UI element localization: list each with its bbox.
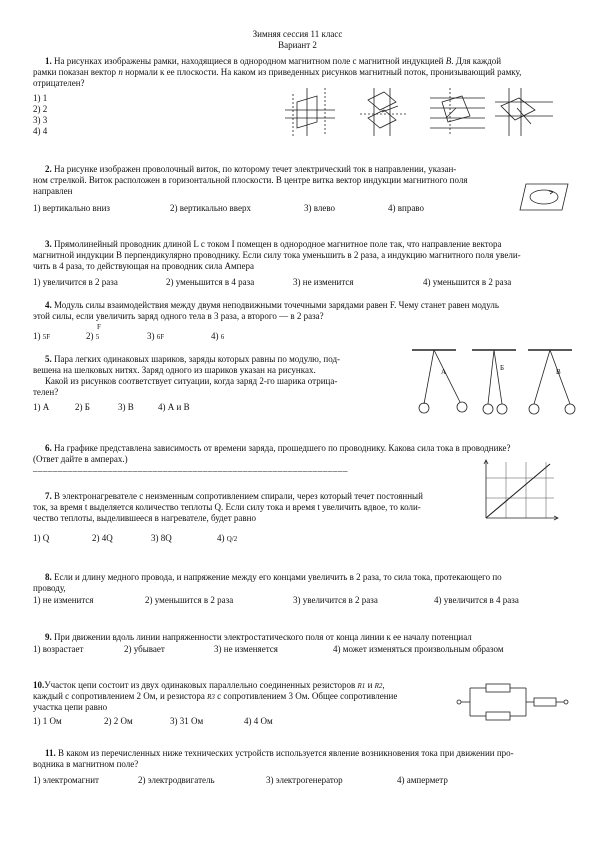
- answer-option[interactable]: 1) А: [33, 402, 50, 412]
- question-3-line-2: магнитной индукции B перпендикулярно проводнику. Если силу тока уменьшить в 2 раза, а индукцию магнитного поля увели-: [33, 250, 521, 260]
- answer-option[interactable]: 3) 3: [33, 115, 48, 125]
- answer-option[interactable]: 1) увеличится в 2 раза: [33, 277, 118, 287]
- question-number: 2.: [45, 164, 52, 174]
- question-7-line-2: ток, за время t выделяется количество теплоты Q. Если силу тока и время t увеличить вдвое, то коли-: [33, 502, 421, 512]
- answer-option[interactable]: 2) 2: [33, 104, 48, 114]
- answer-option[interactable]: 1) 1 Ом: [33, 716, 62, 726]
- question-number: 9.: [45, 632, 52, 642]
- question-text: Модуль силы взаимодействия между двумя неподвижными точечными зарядами равен F. Чему станет равен модуль: [54, 300, 499, 310]
- question-text: Пара легких одинаковых шариков, заряды которых равны по модулю, под-: [54, 354, 341, 364]
- option-label: 3): [147, 331, 155, 341]
- question-11-line-1: [45, 748, 514, 759]
- question-text: При движении вдоль линии напряженности электростатического поля от конца линии к ее началу потенциал: [54, 632, 472, 642]
- answer-option[interactable]: 2) вертикально вверх: [170, 203, 251, 213]
- answer-option[interactable]: 3) не изменяется: [214, 644, 278, 654]
- fraction-value: 6F: [156, 333, 165, 341]
- answer-option[interactable]: 1) возрастает: [33, 644, 84, 654]
- question-text: и: [367, 680, 373, 690]
- answer-option[interactable]: [217, 533, 237, 545]
- option-label: 4): [217, 533, 225, 543]
- question-5-line-3: Какой из рисунков соответствует ситуации, когда заряд 2-го шарика отрица-: [45, 376, 338, 386]
- answer-option[interactable]: 4) А и В: [158, 402, 190, 412]
- question-5-line-4: телен?: [33, 387, 59, 397]
- question-1-line-1: [45, 56, 501, 67]
- question-text: На рисунках изображены рамки, находящиеся в однородном магнитном поле с магнитной индукцией: [54, 56, 444, 66]
- answer-option[interactable]: 4) увеличится в 4 раза: [434, 595, 519, 605]
- answer-line[interactable]: _______________________________________________________________: [33, 463, 348, 473]
- charged-balls-figure: [410, 350, 580, 418]
- fraction-value: 5F: [42, 333, 51, 341]
- answer-option[interactable]: 2) убывает: [124, 644, 165, 654]
- answer-option[interactable]: 3) не изменится: [293, 277, 354, 287]
- option-label: 4): [211, 331, 219, 341]
- question-1-line-2: [33, 67, 521, 78]
- frames-in-field-figure: [285, 88, 555, 138]
- question-1-line-3: отрицателен?: [33, 78, 85, 88]
- resistor-circuit-figure: [456, 680, 568, 724]
- answer-option[interactable]: 1) вертикально вниз: [33, 203, 110, 213]
- answer-option[interactable]: 2) 4Q: [92, 533, 113, 543]
- question-text: Прямолинейный проводник длиной L с током I помещен в однородное магнитное поле так, что направление вектора: [54, 239, 502, 249]
- answer-option[interactable]: [33, 331, 50, 343]
- answer-option[interactable]: 3) влево: [304, 203, 336, 213]
- symbol-b: B: [445, 56, 452, 66]
- figure-label: B: [556, 368, 561, 376]
- question-text: В электронагревателе с неизменным сопротивлением спирали, через который течет постоянный: [54, 491, 423, 501]
- resistor-symbol: R2: [374, 682, 383, 690]
- variant-label: Вариант 2: [278, 40, 317, 50]
- answer-option[interactable]: 2) электродвигатель: [138, 775, 215, 785]
- question-number: 10.: [33, 680, 45, 690]
- fraction-value: Q/2: [226, 535, 238, 543]
- answer-option[interactable]: 3) 8Q: [151, 533, 172, 543]
- symbol-n: n: [118, 67, 123, 77]
- question-text: В каком из перечисленных ниже технических устройств используется явление возникновения тока при движении про-: [58, 748, 514, 758]
- answer-option[interactable]: 1) 1: [33, 93, 48, 103]
- question-10-line-3: участка цепи равно: [33, 702, 108, 712]
- question-7-line-1: [45, 491, 423, 502]
- question-8-line-1: [45, 572, 502, 583]
- question-number: 6.: [45, 443, 52, 453]
- answer-option[interactable]: 3) электрогенератор: [266, 775, 343, 785]
- question-number: 7.: [45, 491, 52, 501]
- question-2-line-3: направлен: [33, 186, 73, 196]
- resistor-symbol: R3: [207, 693, 215, 701]
- answer-option[interactable]: 2) уменьшится в 4 раза: [166, 277, 255, 287]
- question-text: нормали к ее плоскости. На каком из приведенных рисунков магнитный поток, пронизывающий рамку,: [125, 67, 522, 77]
- question-text: На графике представлена зависимость от времени заряда, прошедшего по проводнику. Какова сила тока в проводнике?: [54, 443, 511, 453]
- question-number: 1.: [45, 56, 52, 66]
- answer-option[interactable]: 3) В: [118, 402, 134, 412]
- answer-option[interactable]: 4) 4 Ом: [244, 716, 273, 726]
- question-text: Участок цепи состоит из двух одинаковых параллельно соединенных резисторов: [44, 680, 356, 690]
- question-number: 11.: [45, 748, 56, 758]
- option-label: 1): [33, 331, 41, 341]
- resistor-symbol: R1: [357, 682, 366, 690]
- question-2-line-2: ном стрелкой. Виток расположен в горизонтальной плоскости. В центре витка вектор индукции магнитного поля: [33, 175, 468, 185]
- answer-option[interactable]: [147, 331, 164, 343]
- question-3-line-1: [45, 239, 502, 250]
- question-5-line-1: [45, 354, 340, 365]
- charge-time-graph: [480, 458, 560, 520]
- question-text: На рисунке изображен проволочный виток, по которому течет электрический ток в направлении, указан-: [54, 164, 457, 174]
- question-number: 5.: [45, 354, 52, 364]
- answer-option[interactable]: 4) амперметр: [397, 775, 448, 785]
- answer-option[interactable]: 1) не изменится: [33, 595, 94, 605]
- figure-label: Б: [500, 364, 505, 372]
- answer-option[interactable]: 2) уменьшится в 2 раза: [145, 595, 234, 605]
- answer-option[interactable]: 4) вправо: [388, 203, 424, 213]
- answer-option[interactable]: 3) 31 Ом: [170, 716, 204, 726]
- page-title: Зимняя сессия 11 класс: [252, 29, 343, 39]
- wire-loop-figure: [518, 182, 570, 212]
- question-8-line-2: проводу,: [33, 583, 66, 593]
- answer-option[interactable]: 4) может изменяться произвольным образом: [333, 644, 504, 654]
- answer-option[interactable]: 1) электромагнит: [33, 775, 99, 785]
- answer-option[interactable]: 1) Q: [33, 533, 50, 543]
- answer-option[interactable]: [211, 331, 224, 343]
- answer-option[interactable]: 2) 2 Ом: [104, 716, 133, 726]
- question-10-line-1: 10.Участок цепи состоит из двух одинаковых параллельно соединенных резисторов R1 и R2,: [33, 680, 385, 690]
- answer-option[interactable]: 2) Б: [75, 402, 90, 412]
- question-3-line-3: чить в 4 раза, то действующая на проводник сила Ампера: [33, 261, 254, 271]
- answer-option[interactable]: 4) 4: [33, 126, 48, 136]
- figure-label: A: [441, 368, 447, 376]
- option-label: 2): [86, 331, 94, 341]
- question-number: 8.: [45, 572, 52, 582]
- question-text: . Для каждой: [451, 56, 502, 66]
- question-2-line-1: [45, 164, 456, 175]
- question-6-line-2: (Ответ дайте в амперах.): [33, 454, 128, 464]
- question-5-line-2: вешена на шелковых нитях. Заряд одного из шариков указан на рисунках.: [33, 365, 316, 375]
- question-text: с сопротивлением 3 Ом. Общее сопротивление: [217, 691, 398, 701]
- question-6-line-1: [45, 443, 511, 454]
- question-7-line-3: чество теплоты, выделившееся в нагревателе, будет равно: [33, 513, 256, 523]
- question-text: Если и длину медного провода, и напряжение между его концами увеличить в 2 раза, то сила тока, протекающего по: [54, 572, 502, 582]
- answer-option[interactable]: 4) уменьшится в 2 раза: [423, 277, 512, 287]
- question-number: 4.: [45, 300, 52, 310]
- question-4-line-2: этой силы, если увеличить заряд одного тела в 3 раза, а второго — в 2 раза?: [33, 311, 324, 321]
- fraction-value: 5: [95, 333, 100, 341]
- answer-option[interactable]: 3) увеличится в 2 раза: [293, 595, 378, 605]
- question-text: рамки показан вектор: [33, 67, 117, 77]
- question-4-line-1: [45, 300, 499, 311]
- fraction-value: 6: [220, 333, 225, 341]
- question-number: 3.: [45, 239, 52, 249]
- question-9-line-1: [45, 632, 472, 643]
- question-text: каждый с сопротивлением 2 Ом, и резистора: [33, 691, 205, 701]
- question-11-line-2: водника в магнитном поле?: [33, 759, 139, 769]
- fraction-numerator: F: [97, 323, 101, 331]
